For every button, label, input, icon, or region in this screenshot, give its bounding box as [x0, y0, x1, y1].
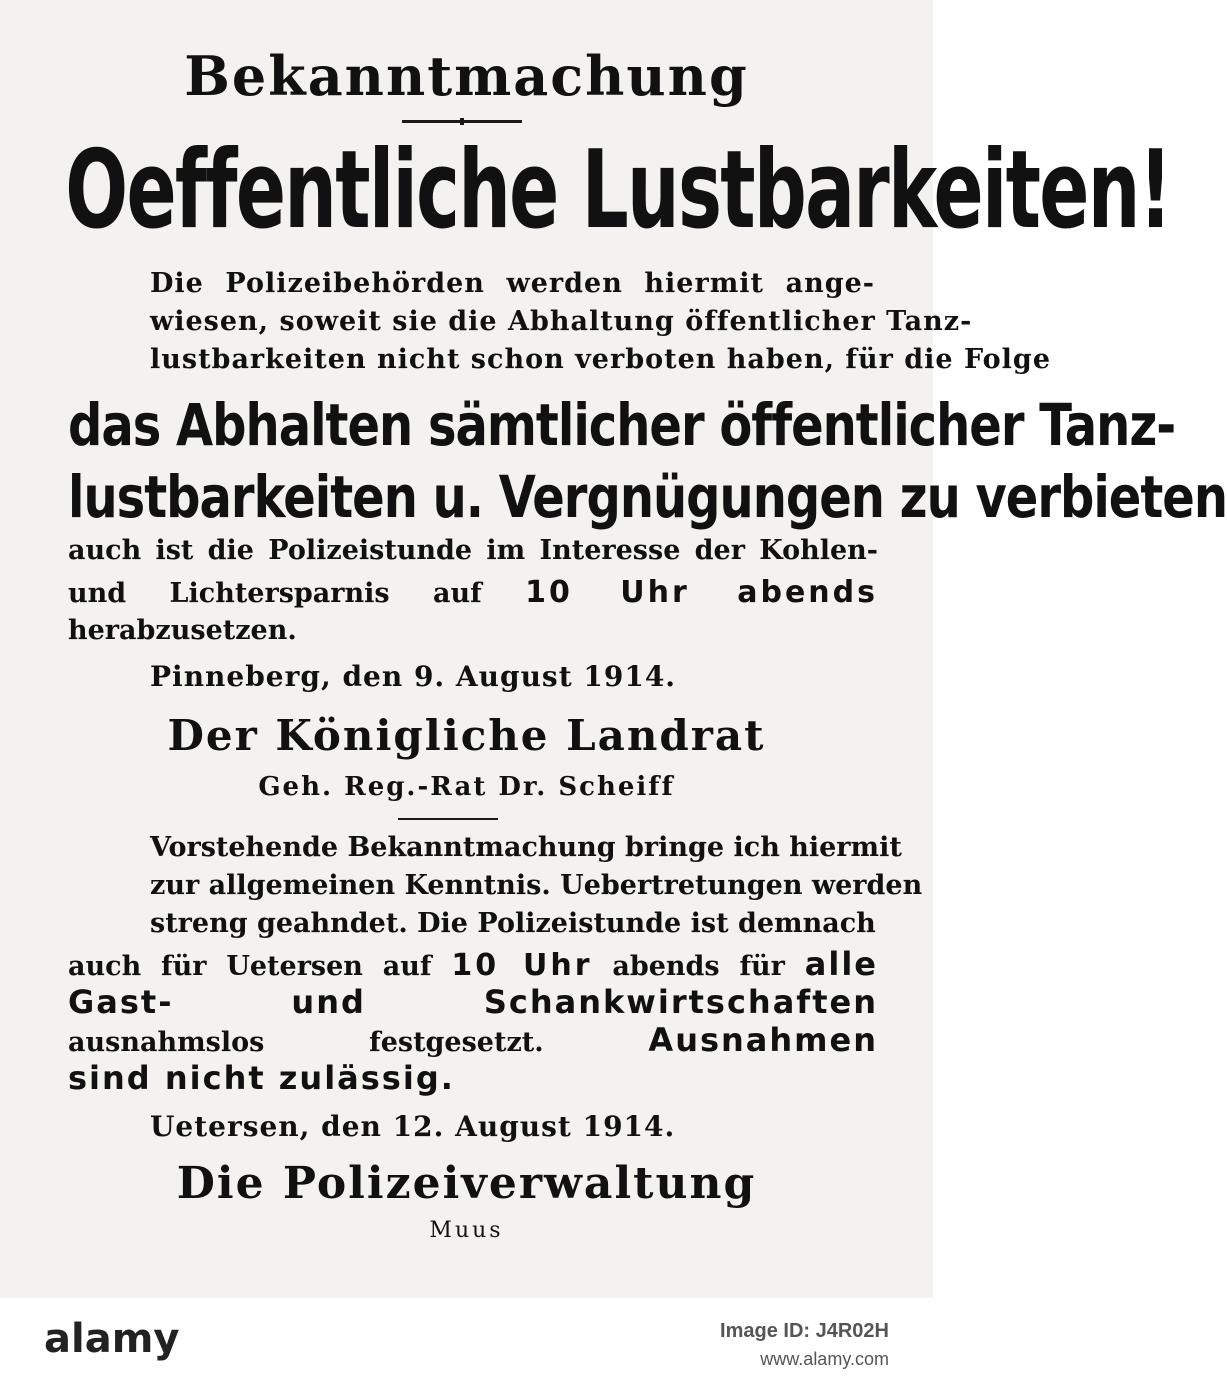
image-id: Image ID: J4R02H — [720, 1320, 889, 1342]
emphasis-line-1: das Abhalten sämtlicher öffentlicher Tanz- — [68, 392, 1176, 460]
intro-paragraph — [150, 268, 1051, 382]
publication-line-3: streng geahndet. Die Polizeistunde ist demnach — [150, 908, 876, 939]
publication-paragraph — [150, 832, 923, 946]
date-pinneberg: Pinneberg, den 9. August 1914. — [150, 660, 677, 693]
uetersen-line-2: Gast- und Schankwirtschaften — [68, 983, 878, 1021]
date-uetersen: Uetersen, den 12. August 1914. — [150, 1110, 676, 1143]
notice-heading: Bekanntmachung — [184, 44, 749, 108]
signatory-landrat: Der Königliche Landrat — [167, 711, 766, 760]
notice-title: Oeffentliche Lustbarkeiten! — [65, 128, 1171, 253]
uetersen-time: 10 Uhr — [451, 948, 593, 983]
curfew-line-2 — [68, 575, 878, 615]
uetersen-line-1-text: auch für Uetersen auf — [68, 951, 432, 982]
alamy-logo: alamy — [44, 1316, 180, 1362]
signatory-police: Die Polizeiverwaltung — [176, 1158, 757, 1209]
curfew-line-1: auch ist die Polizeistunde im Interesse der Kohlen- — [68, 535, 878, 566]
emphasis-line-2: lustbarkeiten u. Vergnügungen zu verbieten — [68, 464, 1227, 532]
footer-url: www.alamy.com — [760, 1349, 889, 1369]
curfew-line-3: herabzusetzen. — [68, 615, 297, 646]
emphasis-paragraph — [68, 392, 1227, 536]
uetersen-line-3-text: ausnahmslos festgesetzt. — [68, 1027, 544, 1058]
signatory-police-name: Muus — [429, 1218, 504, 1243]
uetersen-line-1 — [68, 945, 878, 983]
uetersen-paragraph — [68, 945, 878, 1097]
heading-divider — [402, 120, 522, 123]
intro-line-1: Die Polizeibehörden werden hiermit ange- — [150, 268, 875, 299]
footer-info — [720, 1320, 889, 1370]
curfew-paragraph — [68, 535, 878, 655]
uetersen-line-1-mid: abends für — [612, 951, 785, 982]
signatory-landrat-name: Geh. Reg.-Rat Dr. Scheiff — [258, 772, 675, 802]
uetersen-line-4: sind nicht zulässig. — [68, 1059, 455, 1097]
publication-line-2: zur allgemeinen Kenntnis. Uebertretungen werden — [150, 870, 923, 901]
stock-footer — [0, 1298, 933, 1390]
uetersen-line-3-end: Ausnahmen — [648, 1021, 878, 1059]
uetersen-line-3 — [68, 1021, 878, 1059]
intro-line-3: lustbarkeiten nicht schon verboten haben, für die Folge — [150, 344, 1051, 375]
signature-divider — [398, 818, 498, 820]
uetersen-line-1-end: alle — [804, 945, 878, 983]
curfew-line-2-text: und Lichtersparnis auf — [68, 578, 482, 609]
publication-line-1: Vorstehende Bekanntmachung bringe ich hiermit — [150, 832, 902, 863]
curfew-time: 10 Uhr abends — [525, 575, 878, 610]
intro-line-2: wiesen, soweit sie die Abhaltung öffentlicher Tanz- — [150, 306, 973, 337]
